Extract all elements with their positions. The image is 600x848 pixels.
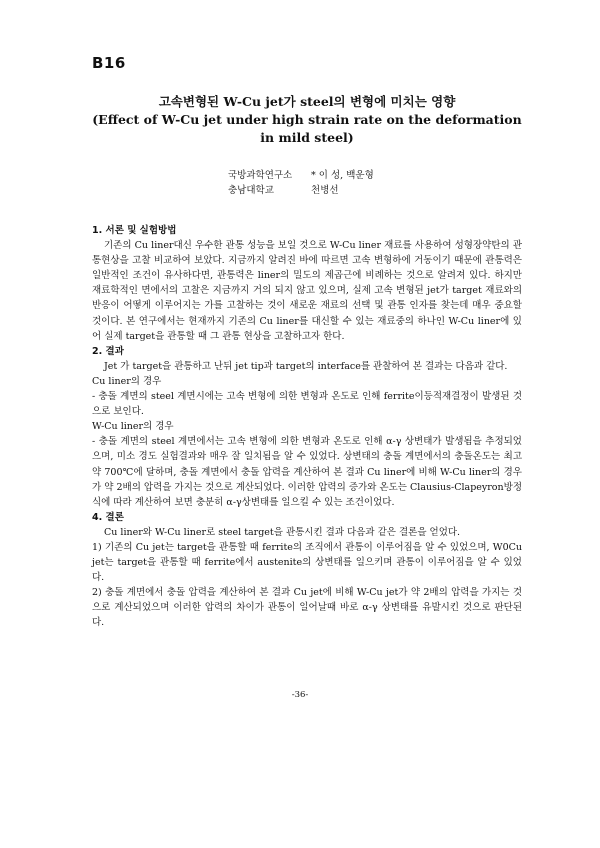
- wcu-liner-text: - 충돌 계면의 steel 계면에서는 고속 변형에 의한 변형과 온도로 인해 α-γ 상변태가 발생됨을 추정되었으며, 미소 경도 실험결과와 매우 잘 일치됨을 알 수 있었다. 상변태의 충돌 계면에서의 충돌온도는 최고 약 700℃에 달하며, 충돌 계면에서 충돌 압력을 계산하여 본 결과 Cu liner에 비해 W-Cu liner의 경우가 약 2배의 압력을 가지는 것으로 계산되었다. 이러한 압력의 증가와 온도는 Clausius-Clapeyron방정식에 따라 계산하여 보면 충분히 α-γ상변태를 일으킬 수 있는 조건이었다.: [92, 436, 522, 508]
- affiliation: 국방과학연구소: [228, 170, 293, 181]
- section-heading-introduction: 1. 서론 및 실험방법: [92, 225, 177, 236]
- title-block: [92, 93, 522, 147]
- author-row: [228, 183, 374, 198]
- results-intro: Jet 가 target을 관통하고 난뒤 jet tip과 target의 interface를 관찰하여 본 결과는 다음과 같다.: [104, 360, 508, 372]
- page-number: -36-: [291, 690, 309, 700]
- author-names: 천병선: [311, 185, 339, 196]
- section-heading-results: 2. 결과: [92, 345, 124, 357]
- english-title: (Effect of W-Cu jet under high strain rate on the deformation in mild steel): [92, 112, 522, 145]
- affiliation: 충남대학교: [228, 185, 274, 196]
- author-block: [228, 168, 374, 198]
- korean-title: 고속변형된 W-Cu jet가 steel의 변형에 미치는 영향: [158, 94, 456, 109]
- wcu-liner-heading: W-Cu liner의 경우: [92, 421, 174, 433]
- introduction-text: 기존의 Cu liner대신 우수한 관통 성능을 보일 것으로 W-Cu liner 재료를 사용하여 성형장약탄의 관통현상을 고찰 비교하여 보았다. 지금까지 알려진 바에 따르면 고속 변형하에 거동이기 때문에 관통력은 일반적인 조건이 유사하다면, 관통력은 liner의 밀도의 제곱근에 비례하는 것으로 알려져 있다. 하지만 재료학적인 면에서의 고찰은 지금까지 거의 되지 않고 있으며, 실제 고속 변형된 jet가 target 재료와의 반응이 어떻게 이루어지는 가를 고찰하는 것이 새로운 재료의 선택 및 관통 인자를 찾는데 매우 중요할 것이다. 본 연구에서는 현재까지 기존의 Cu liner를 대신할 수 있는 재료중의 하나인 W-Cu liner에 있어 실제 target을 관통할 때 그 관통 현상을 고찰하고자 한다.: [92, 240, 522, 342]
- paper-body: [92, 223, 522, 631]
- cu-liner-text: - 충돌 계면의 steel 계면시에는 고속 변형에 의한 변형과 온도로 인해 ferrite이등적재결정이 발생된 것으로 보인다.: [92, 391, 522, 418]
- conclusion-item-2: 2) 충돌 계면에서 충돌 압력을 계산하여 본 결과 Cu jet에 비해 W-Cu jet가 약 2배의 압력을 가지는 것으로 계산되었으며 이러한 압력의 차이가 관통이 일어날때 바로 α-γ 상변태를 유발시킨 것으로 판단된다.: [92, 587, 522, 629]
- section-heading-conclusion: 4. 결론: [92, 511, 124, 523]
- abstract-code: B16: [92, 54, 126, 72]
- cu-liner-heading: Cu liner의 경우: [92, 375, 162, 387]
- conclusion-intro: Cu liner와 W-Cu liner로 steel target을 관통시킨 결과 다음과 같은 결론을 얻었다.: [104, 526, 461, 538]
- author-names: * 이 성, 백운형: [311, 170, 374, 181]
- conclusion-item-1: 1) 기존의 Cu jet는 target을 관통할 때 ferrite의 조직에서 관통이 이루어짐을 알 수 있었으며, W0Cu jet는 target을 관통할 때 ferrite에서 austenite의 상변태를 일으키며 관통이 이루어짐을 알 수 있었다.: [92, 541, 522, 584]
- author-row: [228, 168, 374, 183]
